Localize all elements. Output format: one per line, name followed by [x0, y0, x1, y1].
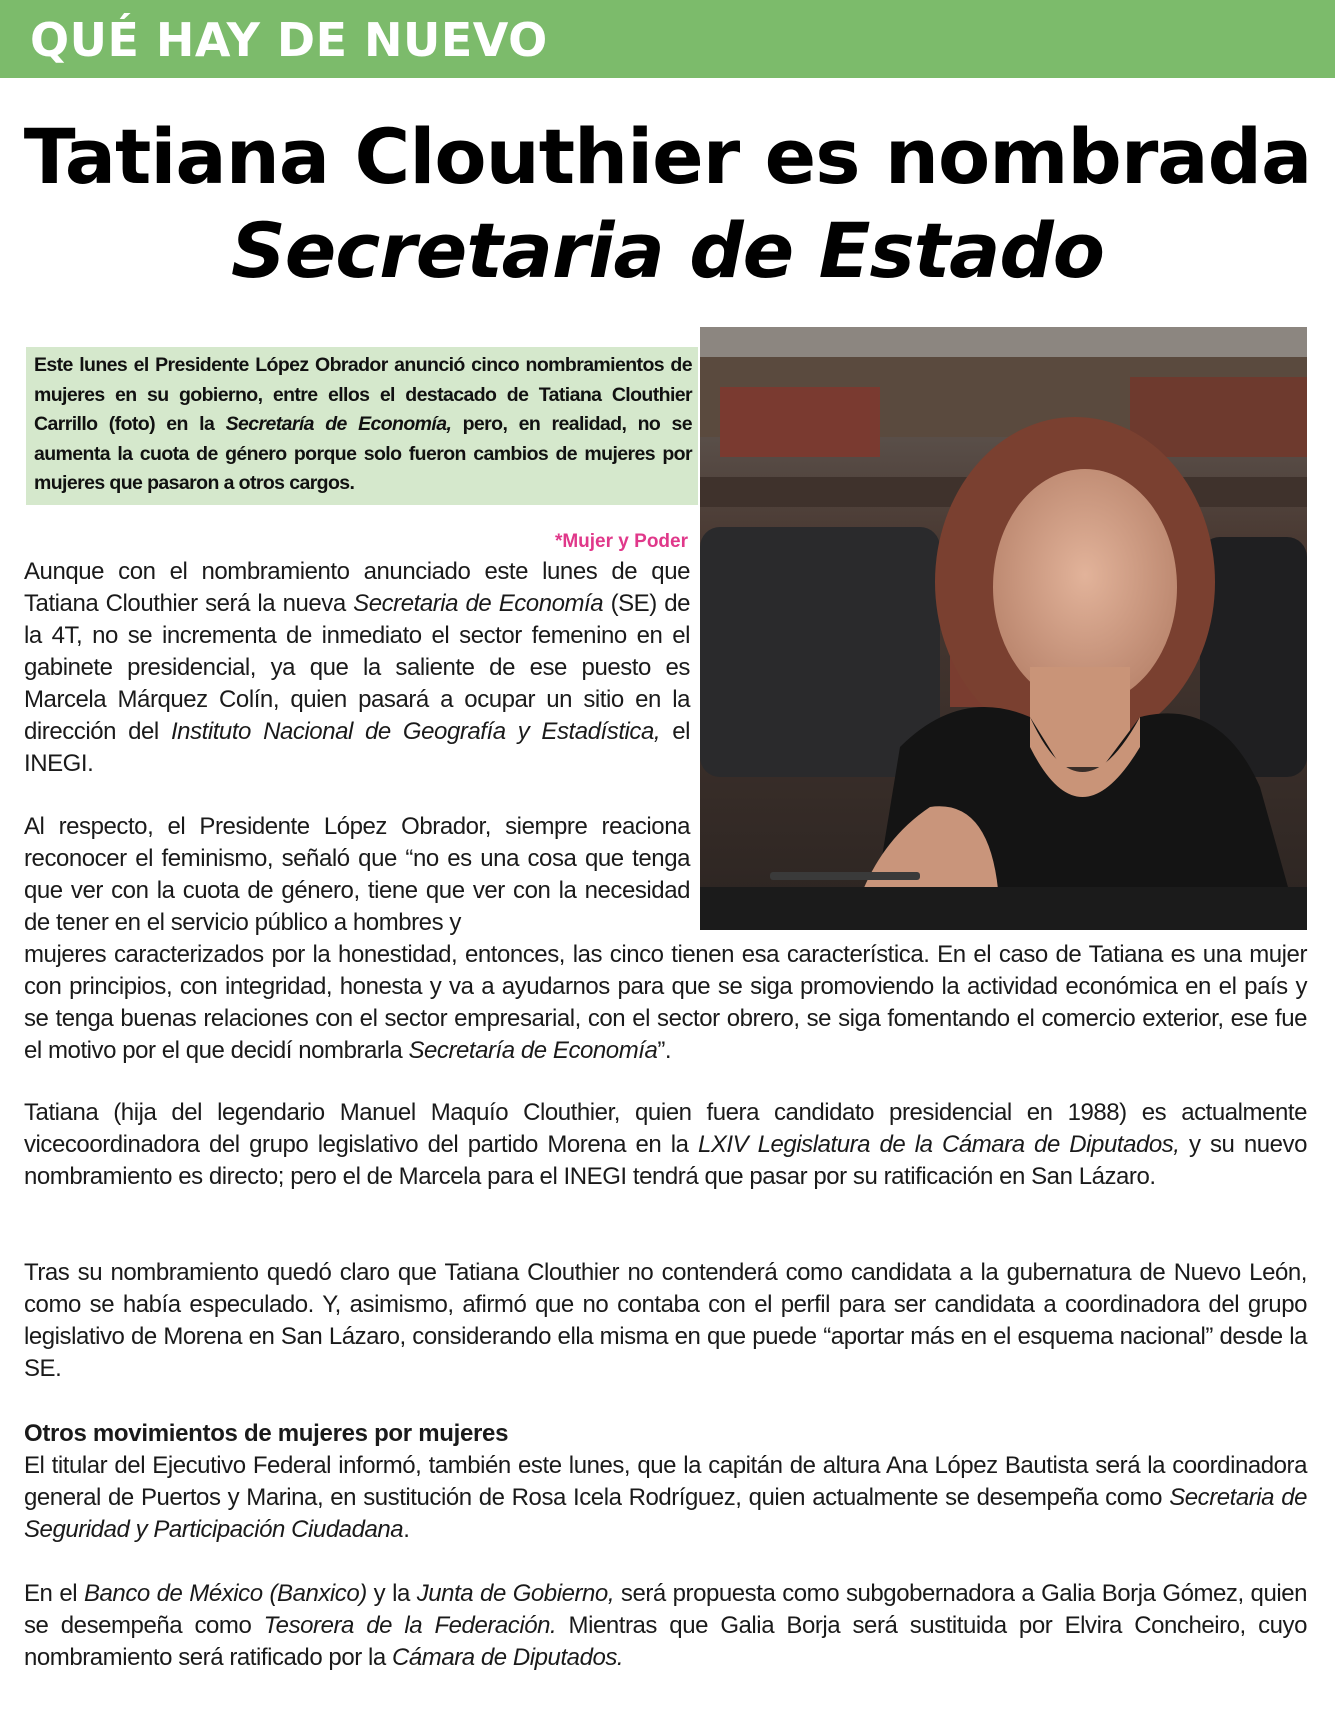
p6-italic-b: Junta de Gobierno, [416, 1580, 615, 1607]
p6-italic-d: Cámara de Diputados. [392, 1644, 624, 1671]
p1-italic-b: Instituto Nacional de Geografía y Estadística, [170, 718, 661, 745]
p3-italic: LXIV Legislatura de la Cámara de Diputados, [697, 1131, 1180, 1158]
p2-text-b: mujeres caracterizados por la honestidad, entonces, las cinco tienen esa característica. En el caso de Tatiana es una mujer con principios, con integridad, honesta y va a ayudarnos para que se siga promoviendo la actividad económica en el país y se tenga buenas relaciones con el sector empresarial, con el sector obrero, se siga fomentando el comercio exterior, ese fue el motivo por el que decidí nombrarla [24, 941, 1307, 1064]
p3-text-a: Tatiana (hija del legendario Manuel Maquío Clouthier, quien fuera candidato presidencial en 1988) es actualmente vicecoordinadora del grupo legislativo del partido Morena en la [24, 1099, 1307, 1158]
paragraph-6 [24, 1578, 1307, 1674]
subheading: Otros movimientos de mujeres por mujeres [24, 1420, 509, 1447]
p2-italic: Secretaría de Economía [408, 1037, 658, 1064]
p6-italic-c: Tesorera de la Federación. [263, 1612, 557, 1639]
p6-text-b: y la [366, 1580, 417, 1607]
p5-text-a: El titular del Ejecutivo Federal informó, también este lunes, que la capitán de altura Ana López Bautista será la coordinadora general de Puertos y Marina, en sustitución de Rosa Icela Rodríguez, quien actualmente se desempeña como [24, 1452, 1307, 1511]
p3-text-b: y su nuevo nombramiento es directo; pero el de Marcela para el INEGI tendrá que pasar por su ratificación en San Lázaro. [24, 1131, 1307, 1190]
summary-box [26, 347, 698, 505]
paragraph-2-top [24, 811, 690, 939]
summary-text-b: pero, en realidad, no se aumenta la cuota de género porque solo fueron cambios de mujeres por mujeres que pasaron a otros cargos. [34, 413, 693, 494]
p2-text-a: Al respecto, el Presidente López Obrador, siempre reaciona reconocer el feminismo, señaló que “no es una cosa que tenga que ver con la cuota de género, tiene que ver con la necesidad de tener en el servicio público a hombres y [24, 813, 690, 936]
p5-text-b: . [403, 1516, 410, 1543]
p6-text-c: será propuesta como subgobernadora a Galia Borja Gómez, quien se desempeña como [24, 1580, 1308, 1639]
byline: *Mujer y Poder [554, 531, 688, 552]
paragraph-5 [24, 1450, 1307, 1546]
p1-italic-a: Secretaria de Economía [353, 590, 604, 617]
summary-text-italic: Secretaría de Economía, [225, 413, 452, 435]
summary-text [34, 351, 692, 499]
p1-text-a: Aunque con el nombramiento anunciado este lunes de que Tatiana Clouthier será la nueva [24, 558, 690, 617]
p6-italic-a: Banco de México (Banxico) [83, 1580, 367, 1607]
p2-text-c: ”. [657, 1037, 672, 1064]
p1-text-b: (SE) de la 4T, no se incrementa de inmediato el sector femenino en el gabinete presidencial, ya que la saliente de ese puesto es Marcela Márquez Colín, quien pasará a ocupar un sitio en la dirección del [24, 590, 690, 745]
paragraph-4: Tras su nombramiento quedó claro que Tatiana Clouthier no contenderá como candidata a la gubernatura de Nuevo León, como se había especulado. Y, asimismo, afirmó que no contaba con el perfil para ser candidata a coordinadora del grupo legislativo de Morena en San Lázaro, considerando ella misma en que puede “aportar más en el esquema nacional” desde la SE. [24, 1259, 1307, 1382]
p1-text-c: el INEGI. [24, 718, 691, 777]
summary-text-a: Este lunes el Presidente López Obrador anunció cinco nombramientos de mujeres en su gobierno, entre ellos el destacado de Tatiana Clouthier Carrillo (foto) en la [34, 354, 692, 435]
portrait-photo-icon [700, 327, 1307, 930]
section-banner [0, 0, 1335, 78]
paragraph-2-bottom [24, 939, 1307, 1067]
section-label: QUÉ HAY DE NUEVO [30, 13, 548, 67]
headline-line-2: Secretaria de Estado [230, 206, 1105, 295]
paragraph-3 [24, 1097, 1307, 1193]
p5-italic: Secretaria de Seguridad y Participación Ciudadana [24, 1484, 1307, 1543]
headline-line-1: Tatiana Clouthier es nombrada [23, 112, 1312, 201]
paragraph-1 [24, 556, 690, 780]
p6-text-a: En el [24, 1580, 84, 1607]
portrait-photo [700, 327, 1307, 930]
p6-text-d: Mientras que Galia Borja será sustituida por Elvira Concheiro, cuyo nombramiento será ratificado por la [24, 1612, 1307, 1671]
